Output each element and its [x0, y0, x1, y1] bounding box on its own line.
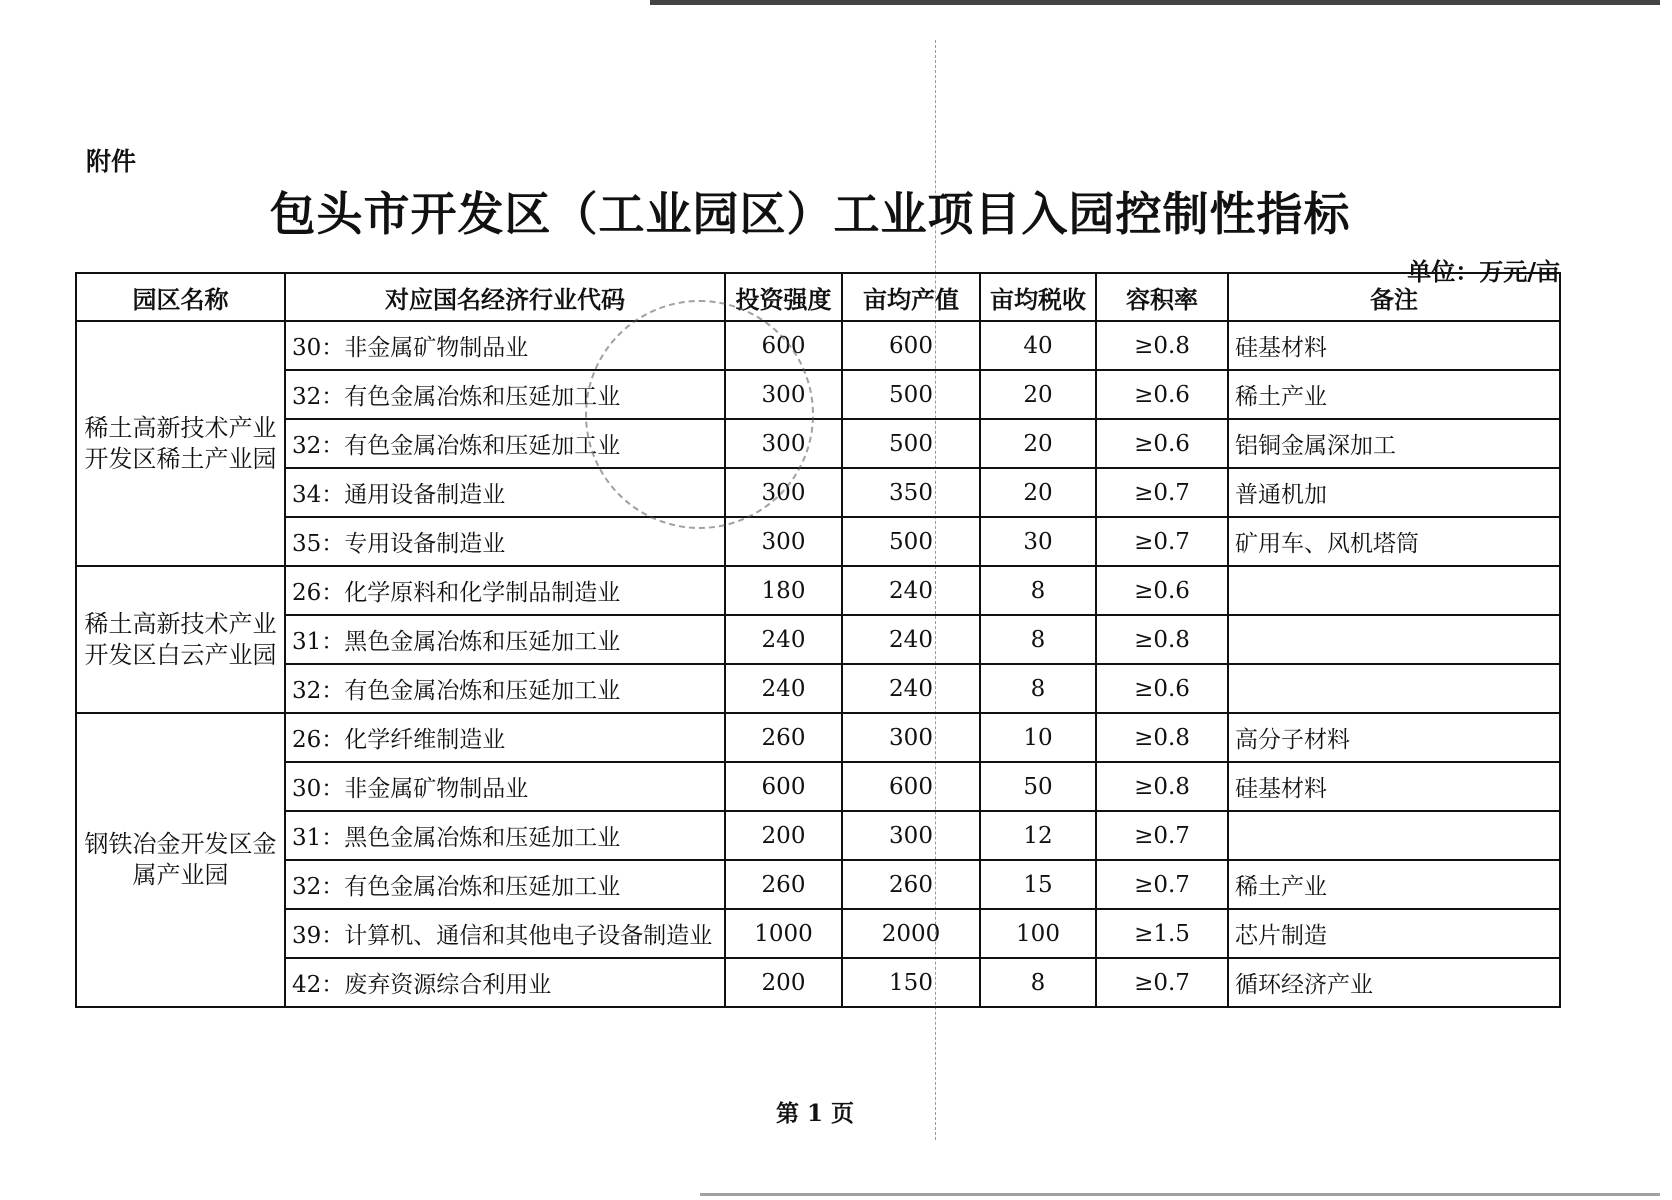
header-industry-code: 对应国名经济行业代码: [285, 273, 725, 321]
tax-cell: 40: [980, 321, 1096, 370]
remark-cell: 普通机加: [1228, 468, 1560, 517]
table-row: [76, 860, 1560, 909]
remark-cell: 矿用车、风机塔筒: [1228, 517, 1560, 566]
industry-code-cell: 39：计算机、通信和其他电子设备制造业: [285, 909, 725, 958]
remark-cell: 循环经济产业: [1228, 958, 1560, 1007]
plot-ratio-cell: ≥0.6: [1096, 664, 1228, 713]
indicator-table: [75, 272, 1561, 1008]
investment-cell: 300: [725, 419, 842, 468]
industry-code-cell: 32：有色金属冶炼和压延加工业: [285, 664, 725, 713]
output-cell: 600: [842, 321, 980, 370]
investment-cell: 300: [725, 517, 842, 566]
park-name-cell: 稀土高新技术产业开发区稀土产业园: [76, 321, 285, 566]
plot-ratio-cell: ≥0.8: [1096, 762, 1228, 811]
plot-ratio-cell: ≥0.6: [1096, 419, 1228, 468]
table-body: [76, 321, 1560, 1007]
tax-cell: 15: [980, 860, 1096, 909]
remark-cell: 高分子材料: [1228, 713, 1560, 762]
table-row: [76, 419, 1560, 468]
plot-ratio-cell: ≥0.6: [1096, 566, 1228, 615]
table-row: [76, 517, 1560, 566]
investment-cell: 200: [725, 811, 842, 860]
table-row: [76, 468, 1560, 517]
investment-cell: 300: [725, 468, 842, 517]
output-cell: 240: [842, 615, 980, 664]
industry-code-cell: 42：废弃资源综合利用业: [285, 958, 725, 1007]
remark-cell: 铝铜金属深加工: [1228, 419, 1560, 468]
park-name-cell: 稀土高新技术产业开发区白云产业园: [76, 566, 285, 713]
industry-code-cell: 32：有色金属冶炼和压延加工业: [285, 370, 725, 419]
investment-cell: 240: [725, 664, 842, 713]
output-cell: 240: [842, 664, 980, 713]
remark-cell: [1228, 811, 1560, 860]
page-number: 第 1 页: [775, 1100, 855, 1127]
output-cell: 500: [842, 419, 980, 468]
plot-ratio-cell: ≥0.8: [1096, 713, 1228, 762]
industry-code-cell: 31：黑色金属冶炼和压延加工业: [285, 811, 725, 860]
industry-code-cell: 30：非金属矿物制品业: [285, 321, 725, 370]
tax-cell: 8: [980, 615, 1096, 664]
park-name-cell: 钢铁冶金开发区金属产业园: [76, 713, 285, 1007]
remark-cell: [1228, 664, 1560, 713]
table-row: [76, 321, 1560, 370]
plot-ratio-cell: ≥0.7: [1096, 958, 1228, 1007]
industry-code-cell: 34：通用设备制造业: [285, 468, 725, 517]
plot-ratio-cell: ≥0.7: [1096, 517, 1228, 566]
output-cell: 600: [842, 762, 980, 811]
remark-cell: [1228, 566, 1560, 615]
table-row: [76, 762, 1560, 811]
industry-code-cell: 30：非金属矿物制品业: [285, 762, 725, 811]
output-cell: 350: [842, 468, 980, 517]
table-row: [76, 909, 1560, 958]
output-cell: 500: [842, 517, 980, 566]
output-cell: 260: [842, 860, 980, 909]
table-row: [76, 713, 1560, 762]
scan-edge-artifact-bottom: [700, 1193, 1660, 1196]
plot-ratio-cell: ≥1.5: [1096, 909, 1228, 958]
plot-ratio-cell: ≥0.6: [1096, 370, 1228, 419]
investment-cell: 240: [725, 615, 842, 664]
table-row: [76, 664, 1560, 713]
investment-cell: 180: [725, 566, 842, 615]
tax-cell: 8: [980, 664, 1096, 713]
tax-cell: 20: [980, 419, 1096, 468]
investment-cell: 300: [725, 370, 842, 419]
output-cell: 300: [842, 713, 980, 762]
investment-cell: 1000: [725, 909, 842, 958]
output-cell: 240: [842, 566, 980, 615]
remark-cell: 芯片制造: [1228, 909, 1560, 958]
official-seal-stamp: [585, 300, 814, 529]
table-row: [76, 566, 1560, 615]
remark-cell: 硅基材料: [1228, 762, 1560, 811]
investment-cell: 600: [725, 321, 842, 370]
industry-code-cell: 32：有色金属冶炼和压延加工业: [285, 419, 725, 468]
unit-label: 单位：万元/亩: [1407, 257, 1560, 286]
industry-code-cell: 26：化学原料和化学制品制造业: [285, 566, 725, 615]
plot-ratio-cell: ≥0.7: [1096, 468, 1228, 517]
header-investment-intensity: 投资强度: [725, 273, 842, 321]
document-title: 包头市开发区（工业园区）工业项目入园控制性指标: [269, 187, 1351, 241]
plot-ratio-cell: ≥0.8: [1096, 321, 1228, 370]
tax-cell: 20: [980, 370, 1096, 419]
plot-ratio-cell: ≥0.7: [1096, 860, 1228, 909]
industry-code-cell: 35：专用设备制造业: [285, 517, 725, 566]
tax-cell: 12: [980, 811, 1096, 860]
output-cell: 500: [842, 370, 980, 419]
tax-cell: 30: [980, 517, 1096, 566]
tax-cell: 100: [980, 909, 1096, 958]
scan-edge-artifact: [650, 0, 1660, 5]
plot-ratio-cell: ≥0.8: [1096, 615, 1228, 664]
tax-cell: 10: [980, 713, 1096, 762]
remark-cell: 稀土产业: [1228, 370, 1560, 419]
plot-ratio-cell: ≥0.7: [1096, 811, 1228, 860]
table-row: [76, 370, 1560, 419]
table-row: [76, 811, 1560, 860]
investment-cell: 260: [725, 713, 842, 762]
table-row: [76, 958, 1560, 1007]
industry-code-cell: 31：黑色金属冶炼和压延加工业: [285, 615, 725, 664]
investment-cell: 200: [725, 958, 842, 1007]
attachment-label: 附件: [86, 147, 137, 176]
remark-cell: [1228, 615, 1560, 664]
tax-cell: 8: [980, 958, 1096, 1007]
tax-cell: 8: [980, 566, 1096, 615]
tax-cell: 20: [980, 468, 1096, 517]
output-cell: 2000: [842, 909, 980, 958]
investment-cell: 600: [725, 762, 842, 811]
remark-cell: 硅基材料: [1228, 321, 1560, 370]
investment-cell: 260: [725, 860, 842, 909]
output-cell: 300: [842, 811, 980, 860]
industry-code-cell: 32：有色金属冶炼和压延加工业: [285, 860, 725, 909]
header-output-per-mu: 亩均产值: [842, 273, 980, 321]
header-tax-per-mu: 亩均税收: [980, 273, 1096, 321]
table-header-row: [76, 273, 1560, 321]
table-row: [76, 615, 1560, 664]
header-remarks: 备注: [1228, 273, 1560, 321]
industry-code-cell: 26：化学纤维制造业: [285, 713, 725, 762]
output-cell: 150: [842, 958, 980, 1007]
header-plot-ratio: 容积率: [1096, 273, 1228, 321]
remark-cell: 稀土产业: [1228, 860, 1560, 909]
tax-cell: 50: [980, 762, 1096, 811]
header-park: 园区名称: [76, 273, 285, 321]
